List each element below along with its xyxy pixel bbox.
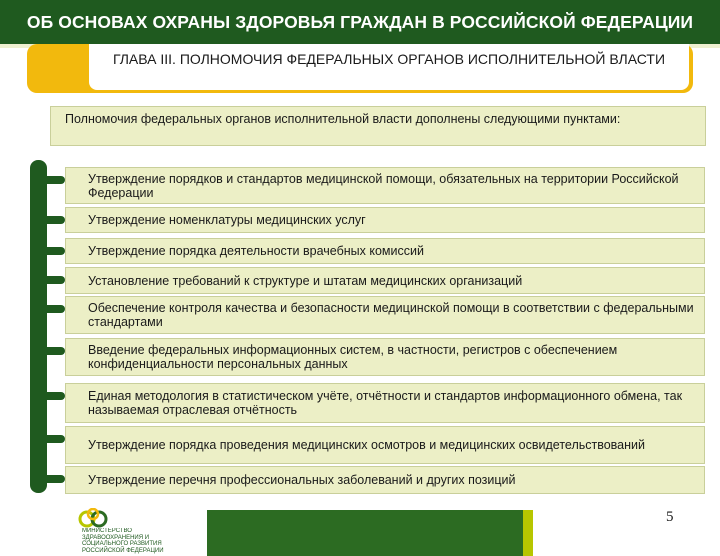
list-item <box>65 267 705 294</box>
footer-bar <box>207 510 523 556</box>
ministry-logo-icon <box>78 508 108 530</box>
list-item-text: Утверждение порядка деятельности врачебных комиссий <box>88 244 424 258</box>
footer-accent-strip <box>523 510 533 556</box>
list-item <box>65 426 705 464</box>
list-item-text: Утверждение перечня профессиональных заболеваний и других позиций <box>88 473 516 487</box>
page-title: ОБ ОСНОВАХ ОХРАНЫ ЗДОРОВЬЯ ГРАЖДАН В РОССИЙСКОЙ ФЕДЕРАЦИИ <box>26 11 694 32</box>
intro-text: Полномочия федеральных органов исполнительной власти дополнены следующими пунктами: <box>65 112 621 126</box>
list-connector <box>47 347 65 355</box>
list-item-text: Единая методология в статистическом учёте, отчётности и стандартов информационного обмена, так называемая отраслевая отчётность <box>88 389 683 417</box>
list-item <box>65 338 705 376</box>
chapter-banner-inner <box>89 44 689 90</box>
list-connector <box>47 435 65 443</box>
list-connector <box>47 176 65 184</box>
page-number: 5 <box>666 509 674 525</box>
list-connector <box>47 216 65 224</box>
list-item <box>65 167 705 204</box>
list-item-text: Введение федеральных информационных систем, в частности, регистров с обеспечением конфиденциальности персональных данных <box>88 343 618 371</box>
intro-box <box>50 106 706 146</box>
list-connector <box>47 276 65 284</box>
list-item-text: Установление требований к структуре и штатам медицинских организаций <box>88 273 523 288</box>
list-item-text: Утверждение порядка проведения медицинских осмотров и медицинских освидетельствований <box>88 438 646 452</box>
list-spine <box>30 160 47 493</box>
list-connector <box>47 247 65 255</box>
list-item <box>65 296 705 334</box>
list-item <box>65 383 705 423</box>
ministry-logo-text: МИНИСТЕРСТВО ЗДРАВООХРАНЕНИЯ И СОЦИАЛЬНОГО РАЗВИТИЯ РОССИЙСКОЙ ФЕДЕРАЦИИ <box>82 528 164 554</box>
list-connector <box>47 305 65 313</box>
list-item-text: Обеспечение контроля качества и безопасности медицинской помощи в соответствии с федеральными стандартами <box>88 301 694 329</box>
list-item-text: Утверждение номенклатуры медицинских услуг <box>88 213 366 227</box>
list-item-text: Утверждение порядков и стандартов медицинской помощи, обязательных на территории Российской Федерации <box>88 171 679 200</box>
chapter-title: ГЛАВА III. ПОЛНОМОЧИЯ ФЕДЕРАЛЬНЫХ ОРГАНОВ ИСПОЛНИТЕЛЬНОЙ ВЛАСТИ <box>112 51 666 67</box>
chapter-banner <box>27 44 693 93</box>
list-item <box>65 238 705 264</box>
list-connector <box>47 475 65 483</box>
list-connector <box>47 392 65 400</box>
list-item <box>65 466 705 494</box>
list-item <box>65 207 705 233</box>
page-title-bar <box>0 0 720 48</box>
